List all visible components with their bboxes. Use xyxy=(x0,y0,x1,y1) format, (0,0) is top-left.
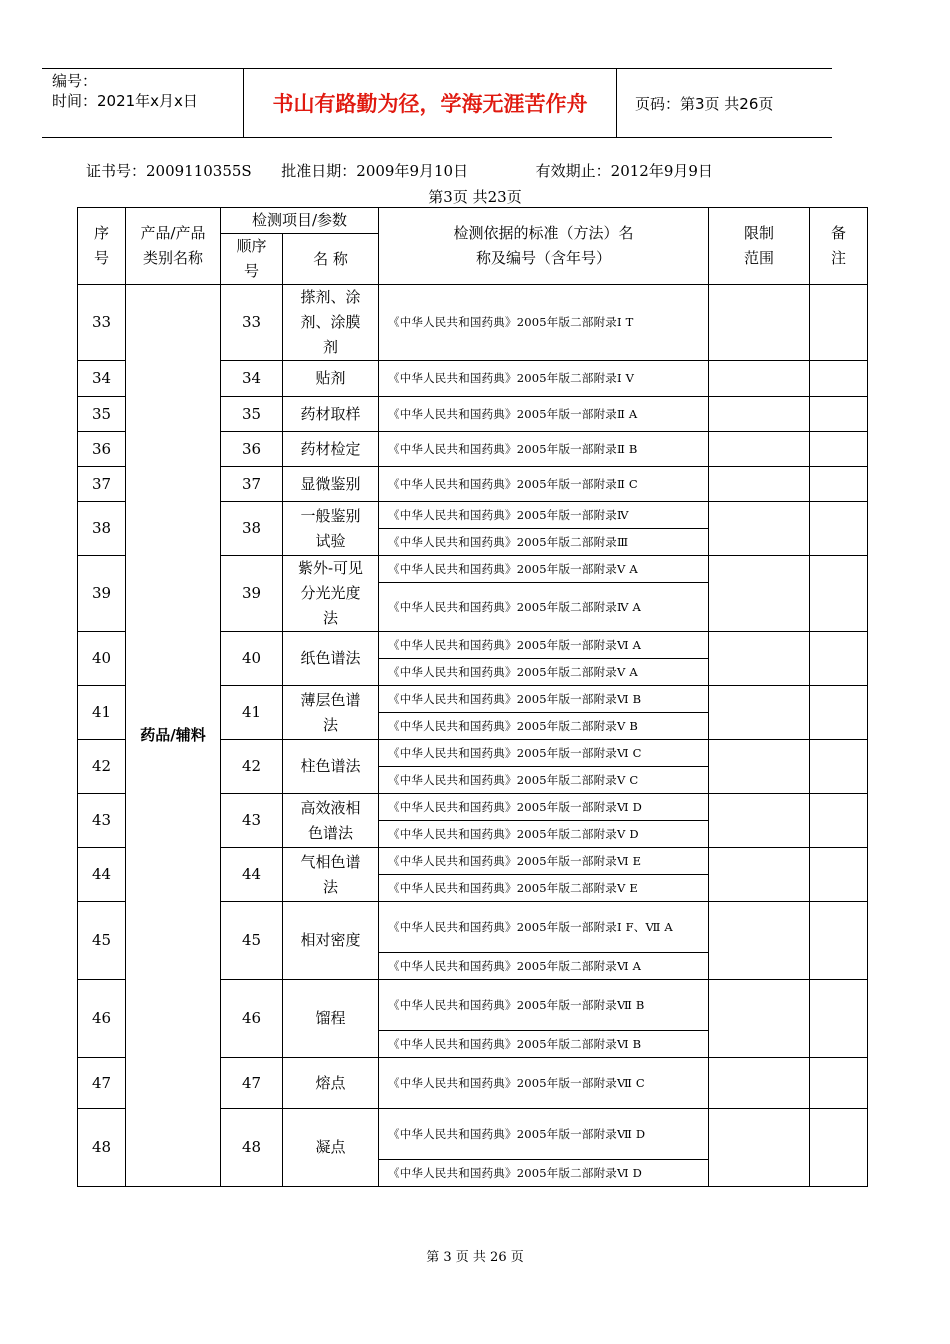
row-seq: 42 xyxy=(78,740,126,794)
row-item-name: 紫外-可见分光光度法 xyxy=(283,556,379,632)
row-item-name: 凝点 xyxy=(283,1109,379,1187)
row-limit xyxy=(709,848,810,902)
header-note: 备注 xyxy=(810,208,868,285)
header-items: 检测项目/参数 xyxy=(221,208,379,234)
row-limit xyxy=(709,502,810,556)
row-limit xyxy=(709,1058,810,1109)
inspection-table xyxy=(77,207,868,1187)
row-item-name: 纸色谱法 xyxy=(283,632,379,686)
row-sub-seq: 46 xyxy=(221,980,283,1058)
row-item-name: 贴剂 xyxy=(283,361,379,397)
row-limit xyxy=(709,361,810,397)
row-limit xyxy=(709,467,810,502)
row-note xyxy=(810,902,868,980)
row-limit xyxy=(709,285,810,361)
row-note xyxy=(810,361,868,397)
row-standard: 《中华人民共和国药典》2005年版二部附录Ⅰ V xyxy=(379,361,709,397)
category-cell: 药品/辅料 xyxy=(126,285,221,1187)
row-standard: 《中华人民共和国药典》2005年版一部附录Ⅵ A xyxy=(379,632,709,659)
row-seq: 45 xyxy=(78,902,126,980)
row-limit xyxy=(709,980,810,1058)
row-note xyxy=(810,686,868,740)
row-standard: 《中华人民共和国药典》2005年版一部附录Ⅵ C xyxy=(379,740,709,767)
header-motto: 书山有路勤为径，学海无涯苦作舟 xyxy=(244,69,617,137)
row-limit xyxy=(709,556,810,632)
header-subseq: 顺序号 xyxy=(221,234,283,285)
row-standard: 《中华人民共和国药典》2005年版二部附录Ⅴ D xyxy=(379,821,709,848)
row-item-name: 搽剂、涂剂、涂膜剂 xyxy=(283,285,379,361)
row-sub-seq: 37 xyxy=(221,467,283,502)
row-sub-seq: 36 xyxy=(221,432,283,467)
row-item-name: 药材检定 xyxy=(283,432,379,467)
row-item-name: 气相色谱法 xyxy=(283,848,379,902)
row-sub-seq: 44 xyxy=(221,848,283,902)
row-sub-seq: 40 xyxy=(221,632,283,686)
row-sub-seq: 34 xyxy=(221,361,283,397)
row-sub-seq: 35 xyxy=(221,397,283,432)
row-limit xyxy=(709,632,810,686)
row-seq: 47 xyxy=(78,1058,126,1109)
row-sub-seq: 41 xyxy=(221,686,283,740)
row-standard: 《中华人民共和国药典》2005年版二部附录Ⅲ xyxy=(379,529,709,556)
row-sub-seq: 39 xyxy=(221,556,283,632)
row-standard: 《中华人民共和国药典》2005年版一部附录Ⅶ B xyxy=(379,980,709,1031)
row-note xyxy=(810,285,868,361)
header-limit: 限制范围 xyxy=(709,208,810,285)
row-standard: 《中华人民共和国药典》2005年版一部附录Ⅰ F、Ⅶ A xyxy=(379,902,709,953)
row-item-name: 熔点 xyxy=(283,1058,379,1109)
row-note xyxy=(810,740,868,794)
row-standard: 《中华人民共和国药典》2005年版一部附录Ⅳ xyxy=(379,502,709,529)
row-limit xyxy=(709,902,810,980)
header-meta xyxy=(42,69,244,137)
row-item-name: 一般鉴别试验 xyxy=(283,502,379,556)
header-page-code xyxy=(625,69,830,137)
row-seq: 43 xyxy=(78,794,126,848)
row-standard: 《中华人民共和国药典》2005年版二部附录Ⅵ B xyxy=(379,1031,709,1058)
row-limit xyxy=(709,397,810,432)
header-seq: 序号 xyxy=(78,208,126,285)
row-seq: 39 xyxy=(78,556,126,632)
row-item-name: 柱色谱法 xyxy=(283,740,379,794)
row-item-name: 相对密度 xyxy=(283,902,379,980)
page-footer: 第 3 页 共 26 页 xyxy=(426,1250,524,1265)
row-limit xyxy=(709,686,810,740)
document-header xyxy=(42,68,832,138)
approval-date: 批准日期：2009年9月10日 xyxy=(281,162,469,180)
table-row xyxy=(78,285,868,361)
page-indicator: 第3页 共23页 xyxy=(428,188,522,206)
row-seq: 36 xyxy=(78,432,126,467)
time-label: 时间：2021年x月x日 xyxy=(52,92,198,110)
row-seq: 37 xyxy=(78,467,126,502)
row-standard: 《中华人民共和国药典》2005年版一部附录Ⅶ D xyxy=(379,1109,709,1160)
row-standard: 《中华人民共和国药典》2005年版一部附录Ⅵ D xyxy=(379,794,709,821)
row-standard: 《中华人民共和国药典》2005年版一部附录Ⅴ A xyxy=(379,556,709,583)
row-note xyxy=(810,432,868,467)
row-limit xyxy=(709,794,810,848)
row-note xyxy=(810,556,868,632)
row-note xyxy=(810,397,868,432)
row-item-name: 高效液相色谱法 xyxy=(283,794,379,848)
row-limit xyxy=(709,432,810,467)
header-name: 名 称 xyxy=(283,234,379,285)
row-standard: 《中华人民共和国药典》2005年版一部附录Ⅵ E xyxy=(379,848,709,875)
row-standard: 《中华人民共和国药典》2005年版二部附录Ⅵ A xyxy=(379,953,709,980)
row-seq: 38 xyxy=(78,502,126,556)
row-item-name: 馏程 xyxy=(283,980,379,1058)
certificate-number: 证书号：2009110355S xyxy=(86,162,252,180)
row-sub-seq: 47 xyxy=(221,1058,283,1109)
row-seq: 48 xyxy=(78,1109,126,1187)
row-standard: 《中华人民共和国药典》2005年版一部附录Ⅱ B xyxy=(379,432,709,467)
row-standard: 《中华人民共和国药典》2005年版一部附录Ⅶ C xyxy=(379,1058,709,1109)
valid-until: 有效期止：2012年9月9日 xyxy=(535,162,713,180)
row-standard: 《中华人民共和国药典》2005年版一部附录Ⅱ A xyxy=(379,397,709,432)
certificate-info xyxy=(86,160,846,181)
row-note xyxy=(810,980,868,1058)
row-limit xyxy=(709,1109,810,1187)
row-limit xyxy=(709,740,810,794)
row-seq: 41 xyxy=(78,686,126,740)
code-label: 编号： xyxy=(52,72,98,90)
row-item-name: 显微鉴别 xyxy=(283,467,379,502)
row-sub-seq: 45 xyxy=(221,902,283,980)
row-note xyxy=(810,1109,868,1187)
header-standard: 检测依据的标准（方法）名称及编号（含年号） xyxy=(379,208,709,285)
row-seq: 35 xyxy=(78,397,126,432)
row-standard: 《中华人民共和国药典》2005年版二部附录Ⅴ A xyxy=(379,659,709,686)
row-note xyxy=(810,502,868,556)
row-note xyxy=(810,632,868,686)
row-standard: 《中华人民共和国药典》2005年版二部附录Ⅵ D xyxy=(379,1160,709,1187)
row-seq: 44 xyxy=(78,848,126,902)
row-standard: 《中华人民共和国药典》2005年版二部附录Ⅴ C xyxy=(379,767,709,794)
row-sub-seq: 48 xyxy=(221,1109,283,1187)
row-note xyxy=(810,794,868,848)
row-item-name: 药材取样 xyxy=(283,397,379,432)
row-sub-seq: 43 xyxy=(221,794,283,848)
row-seq: 46 xyxy=(78,980,126,1058)
row-standard: 《中华人民共和国药典》2005年版二部附录Ⅴ B xyxy=(379,713,709,740)
row-seq: 33 xyxy=(78,285,126,361)
row-seq: 40 xyxy=(78,632,126,686)
row-item-name: 薄层色谱法 xyxy=(283,686,379,740)
row-note xyxy=(810,848,868,902)
row-standard: 《中华人民共和国药典》2005年版一部附录Ⅵ B xyxy=(379,686,709,713)
row-sub-seq: 33 xyxy=(221,285,283,361)
row-standard: 《中华人民共和国药典》2005年版二部附录Ⅰ T xyxy=(379,285,709,361)
row-sub-seq: 42 xyxy=(221,740,283,794)
row-standard: 《中华人民共和国药典》2005年版二部附录Ⅴ E xyxy=(379,875,709,902)
row-standard: 《中华人民共和国药典》2005年版一部附录Ⅱ C xyxy=(379,467,709,502)
row-note xyxy=(810,1058,868,1109)
row-seq: 34 xyxy=(78,361,126,397)
row-standard: 《中华人民共和国药典》2005年版二部附录Ⅳ A xyxy=(379,583,709,632)
row-sub-seq: 38 xyxy=(221,502,283,556)
header-product: 产品/产品类别名称 xyxy=(126,208,221,285)
row-note xyxy=(810,467,868,502)
page-code-text: 页码：第3页 共26页 xyxy=(635,94,774,113)
